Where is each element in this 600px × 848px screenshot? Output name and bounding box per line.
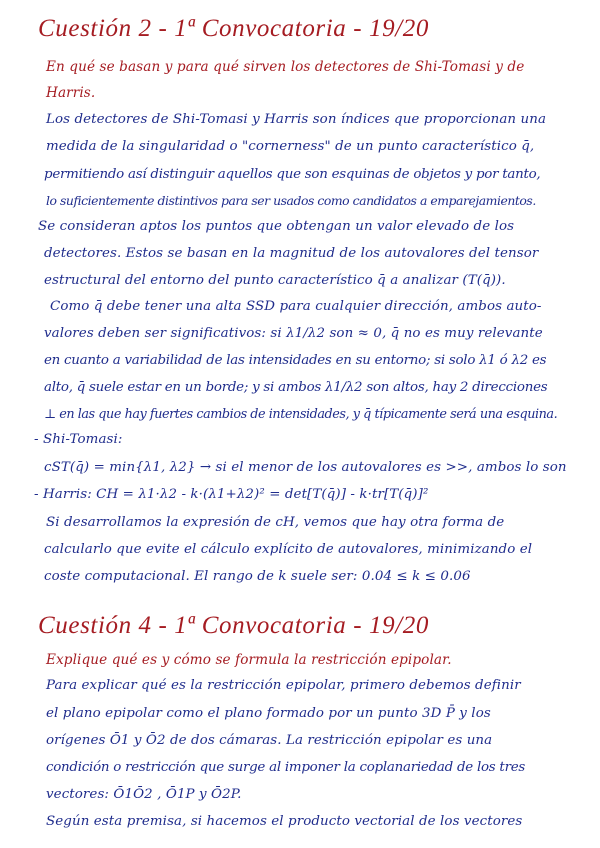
section1-answer-line: en cuanto a variabilidad de las intensidades en su entorno; si solo λ1 ó λ2 es [44, 353, 547, 368]
section1-answer-line: Se consideran aptos los puntos que obtengan un valor elevado de los [38, 219, 515, 234]
section2-answer-line: orígenes Ō1 y Ō2 de dos cámaras. La restricción epipolar es una [46, 733, 493, 748]
section2-answer-line: condición o restricción que surge al imponer la coplanariedad de los tres [46, 760, 526, 775]
section1-answer-line: estructural del entorno del punto característico q̄ a analizar (T(q̄)). [44, 273, 506, 288]
section2-answer-line: Según esta premisa, si hacemos el producto vectorial de los vectores [46, 814, 523, 829]
section2-answer-line: vectores: Ō1Ō2 , Ō1P y Ō2P. [46, 787, 242, 802]
section1-answer-line: Si desarrollamos la expresión de cH, vemos que hay otra forma de [46, 515, 505, 530]
section1-answer-line: Como q̄ debe tener una alta SSD para cualquier dirección, ambos auto- [50, 299, 542, 314]
section2-answer-line: el plano epipolar como el plano formado por un punto 3D P̄ y los [46, 706, 491, 721]
section1-answer-line: Los detectores de Shi-Tomasi y Harris son índices que proporcionan una [46, 112, 547, 127]
section1-answer-line: valores deben ser significativos: si λ1/λ2 son ≈ 0, q̄ no es muy relevante [44, 326, 543, 341]
section1-answer-line: ⊥ en las que hay fuertes cambios de intensidades, y q̄ típicamente será una esquina. [44, 407, 558, 422]
section1-title: Cuestión 2 - 1ª Convocatoria - 19/20 [38, 15, 429, 42]
section1-answer-line: permitiendo así distinguir aquellos que son esquinas de objetos y por tanto, [44, 167, 541, 182]
section1-answer-line: lo suficientemente distintivos para ser usados como candidatos a emparejamientos. [46, 193, 536, 208]
section1-formula-harris: - Harris: CH = λ1·λ2 - k·(λ1+λ2)² = det[T(q̄)] - k·tr[T(q̄)]² [34, 487, 429, 502]
section1-answer-line: coste computacional. El rango de k suele ser: 0.04 ≤ k ≤ 0.06 [44, 569, 471, 584]
section1-formula-shi-tomasi: cST(q̄) = min{λ1, λ2} → si el menor de los autovalores es >>, ambos lo son [44, 460, 567, 475]
section2-question-line: Explique qué es y cómo se formula la restricción epipolar. [46, 652, 452, 668]
section2-title: Cuestión 4 - 1ª Convocatoria - 19/20 [38, 612, 429, 639]
section1-answer-line: medida de la singularidad o "cornerness" de un punto característico q̄, [46, 139, 535, 154]
section2-answer-line: Para explicar qué es la restricción epipolar, primero debemos definir [46, 678, 521, 693]
section1-answer-line: - Shi-Tomasi: [34, 432, 123, 447]
section1-answer-line: alto, q̄ suele estar en un borde; y si ambos λ1/λ2 son altos, hay 2 direcciones [44, 380, 548, 395]
section1-question-line: Harris. [46, 85, 96, 101]
section1-question-line: En qué se basan y para qué sirven los detectores de Shi-Tomasi y de [46, 59, 525, 75]
section1-answer-line: calcularlo que evite el cálculo explícito de autovalores, minimizando el [44, 542, 533, 557]
section1-answer-line: detectores. Estos se basan en la magnitud de los autovalores del tensor [44, 246, 539, 261]
